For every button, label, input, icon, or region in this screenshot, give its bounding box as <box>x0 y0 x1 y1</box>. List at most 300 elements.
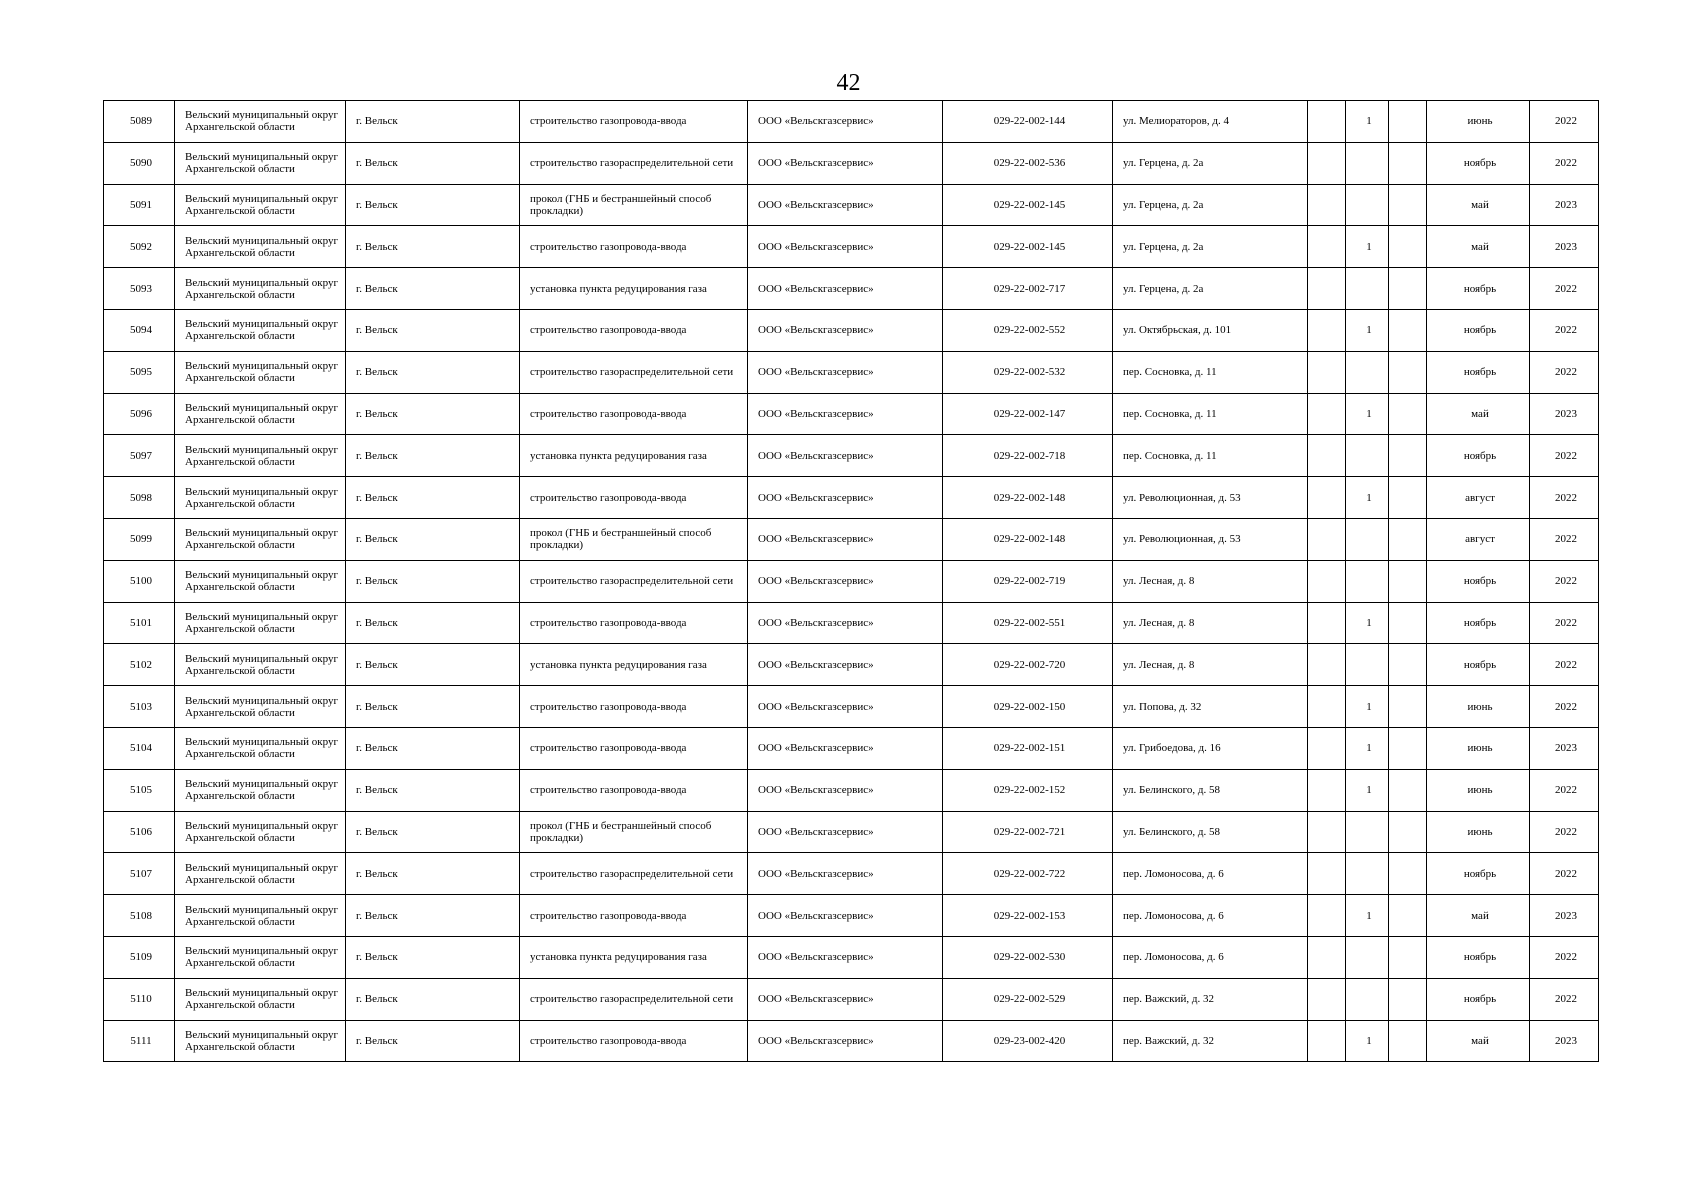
object-code: 029-22-002-151 <box>943 727 1113 769</box>
locality: г. Вельск <box>346 309 520 351</box>
municipal-district: Вельский муниципальный округ Архангельской области <box>175 226 346 268</box>
count-col-3 <box>1389 226 1427 268</box>
count-col-3 <box>1389 811 1427 853</box>
locality: г. Вельск <box>346 351 520 393</box>
count-col-1 <box>1308 268 1346 310</box>
company: ООО «Вельскгазсервис» <box>748 309 943 351</box>
count-col-3 <box>1389 727 1427 769</box>
row-number: 5094 <box>104 309 175 351</box>
company: ООО «Вельскгазсервис» <box>748 351 943 393</box>
address: ул. Грибоедова, д. 16 <box>1113 727 1308 769</box>
address: пер. Сосновка, д. 11 <box>1113 435 1308 477</box>
month: ноябрь <box>1427 560 1530 602</box>
row-number: 5107 <box>104 853 175 895</box>
year: 2022 <box>1530 351 1599 393</box>
company: ООО «Вельскгазсервис» <box>748 101 943 143</box>
year: 2022 <box>1530 309 1599 351</box>
work-type: строительство газопровода-ввода <box>520 101 748 143</box>
year: 2023 <box>1530 393 1599 435</box>
table-row <box>104 309 1599 351</box>
object-code: 029-22-002-722 <box>943 853 1113 895</box>
municipal-district: Вельский муниципальный округ Архангельской области <box>175 101 346 143</box>
table-row <box>104 101 1599 143</box>
count-col-3 <box>1389 142 1427 184</box>
company: ООО «Вельскгазсервис» <box>748 518 943 560</box>
count-col-2: 1 <box>1346 309 1389 351</box>
address: ул. Лесная, д. 8 <box>1113 602 1308 644</box>
object-code: 029-22-002-717 <box>943 268 1113 310</box>
object-code: 029-22-002-152 <box>943 769 1113 811</box>
address: ул. Герцена, д. 2а <box>1113 268 1308 310</box>
count-col-1 <box>1308 811 1346 853</box>
address: пер. Важский, д. 32 <box>1113 1020 1308 1062</box>
work-type: строительство газопровода-ввода <box>520 226 748 268</box>
work-type: строительство газопровода-ввода <box>520 393 748 435</box>
object-code: 029-22-002-153 <box>943 895 1113 937</box>
company: ООО «Вельскгазсервис» <box>748 644 943 686</box>
count-col-3 <box>1389 435 1427 477</box>
object-code: 029-22-002-720 <box>943 644 1113 686</box>
count-col-2 <box>1346 644 1389 686</box>
count-col-1 <box>1308 1020 1346 1062</box>
year: 2022 <box>1530 518 1599 560</box>
address: ул. Герцена, д. 2а <box>1113 142 1308 184</box>
month: ноябрь <box>1427 936 1530 978</box>
count-col-1 <box>1308 226 1346 268</box>
company: ООО «Вельскгазсервис» <box>748 142 943 184</box>
table-row <box>104 978 1599 1020</box>
month: август <box>1427 477 1530 519</box>
locality: г. Вельск <box>346 936 520 978</box>
work-type: строительство газораспределительной сети <box>520 853 748 895</box>
count-col-1 <box>1308 435 1346 477</box>
year: 2023 <box>1530 895 1599 937</box>
work-type: строительство газораспределительной сети <box>520 978 748 1020</box>
month: июнь <box>1427 686 1530 728</box>
count-col-2 <box>1346 978 1389 1020</box>
table-row <box>104 351 1599 393</box>
year: 2022 <box>1530 686 1599 728</box>
address: пер. Ломоносова, д. 6 <box>1113 895 1308 937</box>
month: ноябрь <box>1427 602 1530 644</box>
locality: г. Вельск <box>346 184 520 226</box>
year: 2022 <box>1530 936 1599 978</box>
count-col-2: 1 <box>1346 101 1389 143</box>
month: июнь <box>1427 727 1530 769</box>
row-number: 5091 <box>104 184 175 226</box>
address: ул. Герцена, д. 2а <box>1113 226 1308 268</box>
count-col-1 <box>1308 477 1346 519</box>
locality: г. Вельск <box>346 142 520 184</box>
company: ООО «Вельскгазсервис» <box>748 895 943 937</box>
municipal-district: Вельский муниципальный округ Архангельской области <box>175 184 346 226</box>
municipal-district: Вельский муниципальный округ Архангельской области <box>175 727 346 769</box>
count-col-2 <box>1346 560 1389 602</box>
month: май <box>1427 1020 1530 1062</box>
count-col-2: 1 <box>1346 602 1389 644</box>
month: ноябрь <box>1427 978 1530 1020</box>
count-col-1 <box>1308 101 1346 143</box>
work-type: строительство газопровода-ввода <box>520 309 748 351</box>
company: ООО «Вельскгазсервис» <box>748 686 943 728</box>
object-code: 029-22-002-147 <box>943 393 1113 435</box>
locality: г. Вельск <box>346 644 520 686</box>
month: май <box>1427 184 1530 226</box>
count-col-2 <box>1346 853 1389 895</box>
row-number: 5101 <box>104 602 175 644</box>
count-col-3 <box>1389 936 1427 978</box>
month: ноябрь <box>1427 142 1530 184</box>
address: ул. Мелиораторов, д. 4 <box>1113 101 1308 143</box>
row-number: 5096 <box>104 393 175 435</box>
locality: г. Вельск <box>346 811 520 853</box>
work-type: строительство газораспределительной сети <box>520 560 748 602</box>
table-row <box>104 811 1599 853</box>
municipal-district: Вельский муниципальный округ Архангельской области <box>175 268 346 310</box>
object-code: 029-22-002-148 <box>943 477 1113 519</box>
company: ООО «Вельскгазсервис» <box>748 936 943 978</box>
row-number: 5108 <box>104 895 175 937</box>
row-number: 5092 <box>104 226 175 268</box>
row-number: 5090 <box>104 142 175 184</box>
work-type: прокол (ГНБ и бестраншейный способ прокладки) <box>520 184 748 226</box>
year: 2023 <box>1530 1020 1599 1062</box>
count-col-3 <box>1389 644 1427 686</box>
locality: г. Вельск <box>346 895 520 937</box>
count-col-1 <box>1308 727 1346 769</box>
table-row <box>104 268 1599 310</box>
month: август <box>1427 518 1530 560</box>
locality: г. Вельск <box>346 393 520 435</box>
count-col-2: 1 <box>1346 686 1389 728</box>
table-row <box>104 769 1599 811</box>
count-col-1 <box>1308 602 1346 644</box>
count-col-2: 1 <box>1346 477 1389 519</box>
work-type: строительство газораспределительной сети <box>520 351 748 393</box>
table-row <box>104 602 1599 644</box>
table-row <box>104 393 1599 435</box>
month: ноябрь <box>1427 268 1530 310</box>
locality: г. Вельск <box>346 560 520 602</box>
year: 2022 <box>1530 435 1599 477</box>
company: ООО «Вельскгазсервис» <box>748 393 943 435</box>
count-col-3 <box>1389 560 1427 602</box>
count-col-2 <box>1346 351 1389 393</box>
count-col-3 <box>1389 184 1427 226</box>
count-col-1 <box>1308 978 1346 1020</box>
year: 2022 <box>1530 268 1599 310</box>
object-code: 029-22-002-719 <box>943 560 1113 602</box>
work-type: прокол (ГНБ и бестраншейный способ прокладки) <box>520 518 748 560</box>
year: 2023 <box>1530 727 1599 769</box>
count-col-2 <box>1346 184 1389 226</box>
object-code: 029-22-002-552 <box>943 309 1113 351</box>
count-col-2: 1 <box>1346 895 1389 937</box>
work-type: установка пункта редуцирования газа <box>520 936 748 978</box>
count-col-2 <box>1346 268 1389 310</box>
count-col-2 <box>1346 811 1389 853</box>
year: 2022 <box>1530 978 1599 1020</box>
locality: г. Вельск <box>346 477 520 519</box>
count-col-3 <box>1389 686 1427 728</box>
count-col-3 <box>1389 1020 1427 1062</box>
object-code: 029-22-002-532 <box>943 351 1113 393</box>
company: ООО «Вельскгазсервис» <box>748 1020 943 1062</box>
row-number: 5110 <box>104 978 175 1020</box>
month: май <box>1427 226 1530 268</box>
municipal-district: Вельский муниципальный округ Архангельской области <box>175 477 346 519</box>
object-code: 029-22-002-718 <box>943 435 1113 477</box>
object-code: 029-22-002-150 <box>943 686 1113 728</box>
month: май <box>1427 895 1530 937</box>
object-code: 029-22-002-145 <box>943 226 1113 268</box>
table-row <box>104 686 1599 728</box>
count-col-1 <box>1308 769 1346 811</box>
object-code: 029-22-002-529 <box>943 978 1113 1020</box>
work-type: строительство газопровода-ввода <box>520 727 748 769</box>
count-col-1 <box>1308 393 1346 435</box>
municipal-district: Вельский муниципальный округ Архангельской области <box>175 895 346 937</box>
row-number: 5104 <box>104 727 175 769</box>
object-code: 029-22-002-145 <box>943 184 1113 226</box>
municipal-district: Вельский муниципальный округ Архангельской области <box>175 978 346 1020</box>
month: май <box>1427 393 1530 435</box>
object-code: 029-22-002-148 <box>943 518 1113 560</box>
municipal-district: Вельский муниципальный округ Архангельской области <box>175 686 346 728</box>
table-row <box>104 226 1599 268</box>
address: пер. Сосновка, д. 11 <box>1113 393 1308 435</box>
month: ноябрь <box>1427 853 1530 895</box>
count-col-3 <box>1389 393 1427 435</box>
work-type: установка пункта редуцирования газа <box>520 644 748 686</box>
company: ООО «Вельскгазсервис» <box>748 268 943 310</box>
locality: г. Вельск <box>346 268 520 310</box>
row-number: 5102 <box>104 644 175 686</box>
company: ООО «Вельскгазсервис» <box>748 853 943 895</box>
locality: г. Вельск <box>346 853 520 895</box>
address: ул. Белинского, д. 58 <box>1113 811 1308 853</box>
municipal-district: Вельский муниципальный округ Архангельской области <box>175 435 346 477</box>
locality: г. Вельск <box>346 727 520 769</box>
row-number: 5095 <box>104 351 175 393</box>
row-number: 5100 <box>104 560 175 602</box>
locality: г. Вельск <box>346 602 520 644</box>
row-number: 5111 <box>104 1020 175 1062</box>
object-code: 029-22-002-144 <box>943 101 1113 143</box>
page-number: 42 <box>836 70 861 96</box>
year: 2022 <box>1530 644 1599 686</box>
month: июнь <box>1427 769 1530 811</box>
municipal-district: Вельский муниципальный округ Архангельской области <box>175 309 346 351</box>
table-row <box>104 936 1599 978</box>
count-col-2: 1 <box>1346 769 1389 811</box>
count-col-2: 1 <box>1346 226 1389 268</box>
year: 2022 <box>1530 477 1599 519</box>
month: июнь <box>1427 101 1530 143</box>
table-row <box>104 560 1599 602</box>
address: ул. Попова, д. 32 <box>1113 686 1308 728</box>
row-number: 5099 <box>104 518 175 560</box>
count-col-2 <box>1346 518 1389 560</box>
locality: г. Вельск <box>346 435 520 477</box>
municipal-district: Вельский муниципальный округ Архангельской области <box>175 602 346 644</box>
count-col-3 <box>1389 268 1427 310</box>
company: ООО «Вельскгазсервис» <box>748 226 943 268</box>
row-number: 5109 <box>104 936 175 978</box>
company: ООО «Вельскгазсервис» <box>748 184 943 226</box>
object-code: 029-22-002-721 <box>943 811 1113 853</box>
year: 2022 <box>1530 811 1599 853</box>
count-col-1 <box>1308 518 1346 560</box>
address: пер. Важский, д. 32 <box>1113 978 1308 1020</box>
municipal-district: Вельский муниципальный округ Архангельской области <box>175 1020 346 1062</box>
company: ООО «Вельскгазсервис» <box>748 602 943 644</box>
address: ул. Белинского, д. 58 <box>1113 769 1308 811</box>
municipal-district: Вельский муниципальный округ Архангельской области <box>175 936 346 978</box>
row-number: 5105 <box>104 769 175 811</box>
table-row <box>104 727 1599 769</box>
year: 2022 <box>1530 853 1599 895</box>
municipal-district: Вельский муниципальный округ Архангельской области <box>175 518 346 560</box>
address: пер. Сосновка, д. 11 <box>1113 351 1308 393</box>
count-col-1 <box>1308 184 1346 226</box>
row-number: 5103 <box>104 686 175 728</box>
year: 2022 <box>1530 769 1599 811</box>
count-col-3 <box>1389 101 1427 143</box>
work-type: прокол (ГНБ и бестраншейный способ прокладки) <box>520 811 748 853</box>
count-col-3 <box>1389 309 1427 351</box>
company: ООО «Вельскгазсервис» <box>748 477 943 519</box>
count-col-3 <box>1389 477 1427 519</box>
municipal-district: Вельский муниципальный округ Архангельской области <box>175 351 346 393</box>
year: 2022 <box>1530 602 1599 644</box>
registry-table <box>103 100 1599 1062</box>
count-col-1 <box>1308 142 1346 184</box>
object-code: 029-22-002-536 <box>943 142 1113 184</box>
month: ноябрь <box>1427 435 1530 477</box>
work-type: строительство газопровода-ввода <box>520 769 748 811</box>
address: ул. Октябрьская, д. 101 <box>1113 309 1308 351</box>
month: ноябрь <box>1427 309 1530 351</box>
row-number: 5098 <box>104 477 175 519</box>
table-row <box>104 142 1599 184</box>
count-col-3 <box>1389 518 1427 560</box>
locality: г. Вельск <box>346 978 520 1020</box>
address: ул. Лесная, д. 8 <box>1113 560 1308 602</box>
company: ООО «Вельскгазсервис» <box>748 978 943 1020</box>
work-type: строительство газопровода-ввода <box>520 477 748 519</box>
count-col-2: 1 <box>1346 1020 1389 1062</box>
count-col-3 <box>1389 351 1427 393</box>
count-col-3 <box>1389 895 1427 937</box>
work-type: строительство газопровода-ввода <box>520 895 748 937</box>
locality: г. Вельск <box>346 769 520 811</box>
municipal-district: Вельский муниципальный округ Архангельской области <box>175 560 346 602</box>
count-col-2 <box>1346 142 1389 184</box>
row-number: 5089 <box>104 101 175 143</box>
count-col-2 <box>1346 435 1389 477</box>
count-col-1 <box>1308 309 1346 351</box>
year: 2023 <box>1530 184 1599 226</box>
count-col-1 <box>1308 686 1346 728</box>
work-type: строительство газопровода-ввода <box>520 602 748 644</box>
count-col-3 <box>1389 602 1427 644</box>
count-col-1 <box>1308 853 1346 895</box>
table-row <box>104 1020 1599 1062</box>
locality: г. Вельск <box>346 226 520 268</box>
address: пер. Ломоносова, д. 6 <box>1113 936 1308 978</box>
month: ноябрь <box>1427 644 1530 686</box>
municipal-district: Вельский муниципальный округ Архангельской области <box>175 769 346 811</box>
company: ООО «Вельскгазсервис» <box>748 435 943 477</box>
locality: г. Вельск <box>346 686 520 728</box>
address: ул. Герцена, д. 2а <box>1113 184 1308 226</box>
table-row <box>104 477 1599 519</box>
count-col-2: 1 <box>1346 393 1389 435</box>
count-col-2 <box>1346 936 1389 978</box>
count-col-1 <box>1308 895 1346 937</box>
work-type: строительство газопровода-ввода <box>520 1020 748 1062</box>
address: ул. Лесная, д. 8 <box>1113 644 1308 686</box>
year: 2022 <box>1530 101 1599 143</box>
locality: г. Вельск <box>346 518 520 560</box>
address: пер. Ломоносова, д. 6 <box>1113 853 1308 895</box>
company: ООО «Вельскгазсервис» <box>748 560 943 602</box>
count-col-1 <box>1308 351 1346 393</box>
object-code: 029-22-002-551 <box>943 602 1113 644</box>
company: ООО «Вельскгазсервис» <box>748 811 943 853</box>
month: ноябрь <box>1427 351 1530 393</box>
table-row <box>104 644 1599 686</box>
company: ООО «Вельскгазсервис» <box>748 727 943 769</box>
row-number: 5093 <box>104 268 175 310</box>
address: ул. Революционная, д. 53 <box>1113 518 1308 560</box>
table-row <box>104 895 1599 937</box>
count-col-1 <box>1308 560 1346 602</box>
count-col-1 <box>1308 936 1346 978</box>
municipal-district: Вельский муниципальный округ Архангельской области <box>175 393 346 435</box>
count-col-3 <box>1389 769 1427 811</box>
work-type: строительство газораспределительной сети <box>520 142 748 184</box>
locality: г. Вельск <box>346 1020 520 1062</box>
table-body <box>104 101 1599 1062</box>
municipal-district: Вельский муниципальный округ Архангельской области <box>175 644 346 686</box>
municipal-district: Вельский муниципальный округ Архангельской области <box>175 142 346 184</box>
year: 2022 <box>1530 142 1599 184</box>
count-col-3 <box>1389 978 1427 1020</box>
table-row <box>104 518 1599 560</box>
work-type: строительство газопровода-ввода <box>520 686 748 728</box>
year: 2022 <box>1530 560 1599 602</box>
year: 2023 <box>1530 226 1599 268</box>
count-col-3 <box>1389 853 1427 895</box>
work-type: установка пункта редуцирования газа <box>520 435 748 477</box>
table-row <box>104 184 1599 226</box>
municipal-district: Вельский муниципальный округ Архангельской области <box>175 853 346 895</box>
object-code: 029-22-002-530 <box>943 936 1113 978</box>
municipal-district: Вельский муниципальный округ Архангельской области <box>175 811 346 853</box>
object-code: 029-23-002-420 <box>943 1020 1113 1062</box>
row-number: 5106 <box>104 811 175 853</box>
row-number: 5097 <box>104 435 175 477</box>
table-row <box>104 435 1599 477</box>
work-type: установка пункта редуцирования газа <box>520 268 748 310</box>
address: ул. Революционная, д. 53 <box>1113 477 1308 519</box>
count-col-2: 1 <box>1346 727 1389 769</box>
locality: г. Вельск <box>346 101 520 143</box>
company: ООО «Вельскгазсервис» <box>748 769 943 811</box>
count-col-1 <box>1308 644 1346 686</box>
